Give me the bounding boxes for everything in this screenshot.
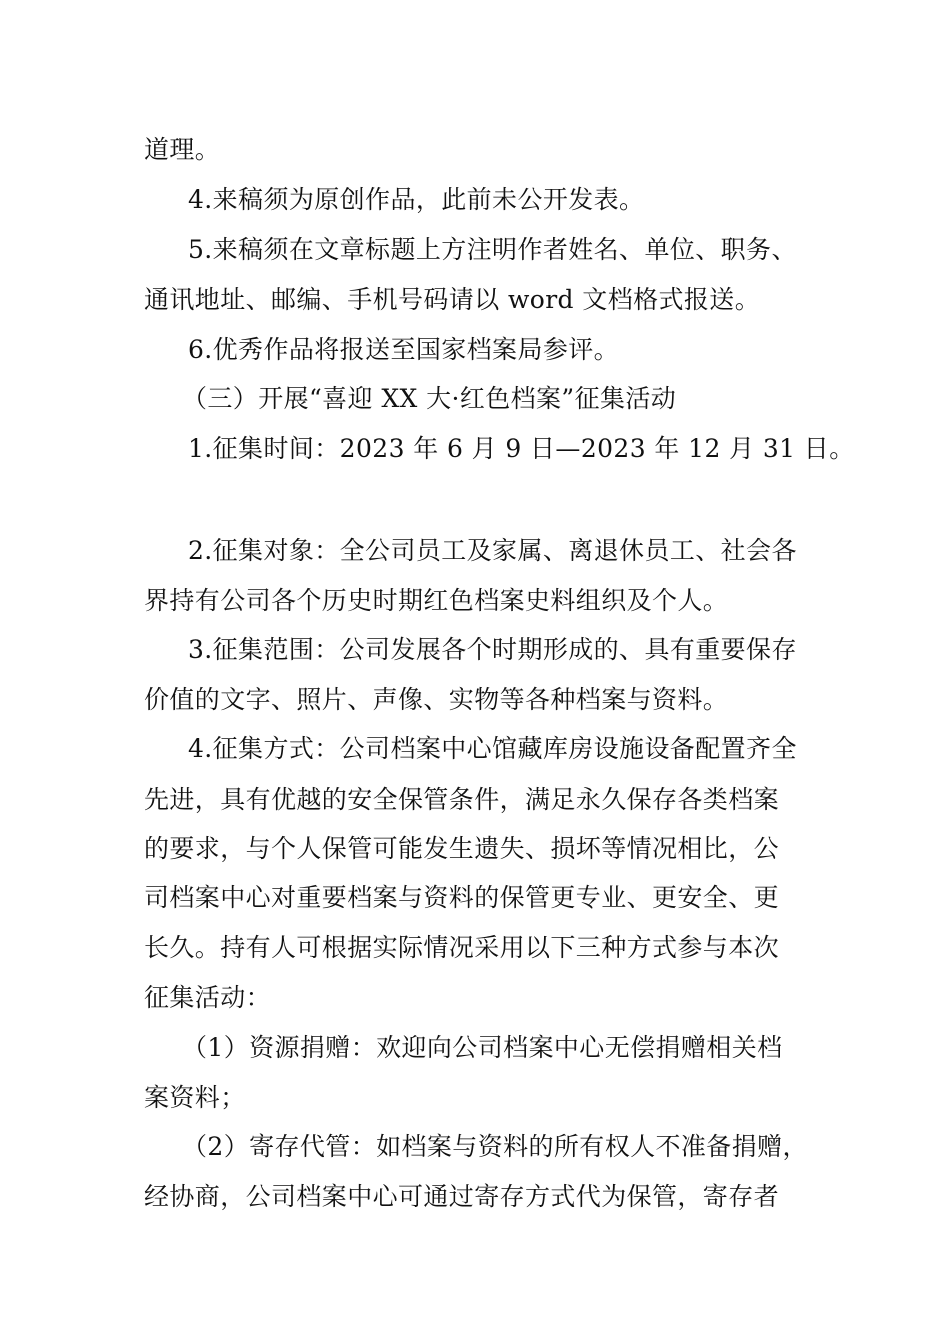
paragraph-line: （2）寄存代管：如档案与资料的所有权人不准备捐赠， bbox=[182, 1132, 808, 1161]
paragraph-line: 2.征集对象：全公司员工及家属、离退休员工、社会各 bbox=[188, 536, 797, 565]
paragraph-line: 价值的文字、照片、声像、实物等各种档案与资料。 bbox=[144, 685, 729, 714]
paragraph-line: 先进，具有优越的安全保管条件，满足永久保存各类档案 bbox=[144, 785, 780, 814]
paragraph-line: 1.征集时间：2023 年 6 月 9 日—2023 年 12 月 31 日。 bbox=[188, 434, 855, 463]
paragraph-line: 6.优秀作品将报送至国家档案局参评。 bbox=[188, 335, 620, 364]
paragraph-line: 司档案中心对重要档案与资料的保管更专业、更安全、更 bbox=[144, 883, 780, 912]
paragraph-line: 长久。持有人可根据实际情况采用以下三种方式参与本次 bbox=[144, 933, 780, 962]
paragraph-line: （1）资源捐赠：欢迎向公司档案中心无偿捐赠相关档 bbox=[182, 1033, 783, 1062]
section-heading: （三）开展“喜迎 XX 大·红色档案”征集活动 bbox=[182, 384, 677, 413]
paragraph-line: 通讯地址、邮编、手机号码请以 word 文档格式报送。 bbox=[144, 285, 761, 314]
paragraph-line: 道理。 bbox=[144, 135, 221, 164]
paragraph-line: 征集活动： bbox=[144, 983, 272, 1012]
paragraph-line: 4.征集方式：公司档案中心馆藏库房设施设备配置齐全 bbox=[188, 734, 797, 763]
paragraph-line: 案资料； bbox=[144, 1083, 246, 1112]
paragraph-line: 经协商，公司档案中心可通过寄存方式代为保管，寄存者 bbox=[144, 1182, 780, 1211]
paragraph-line: 界持有公司各个历史时期红色档案史料组织及个人。 bbox=[144, 586, 729, 615]
paragraph-line: 5.来稿须在文章标题上方注明作者姓名、单位、职务、 bbox=[188, 235, 797, 264]
paragraph-line: 的要求，与个人保管可能发生遗失、损坏等情况相比，公 bbox=[144, 834, 780, 863]
paragraph-line: 4.来稿须为原创作品，此前未公开发表。 bbox=[188, 185, 645, 214]
paragraph-line: 3.征集范围：公司发展各个时期形成的、具有重要保存 bbox=[188, 635, 797, 664]
